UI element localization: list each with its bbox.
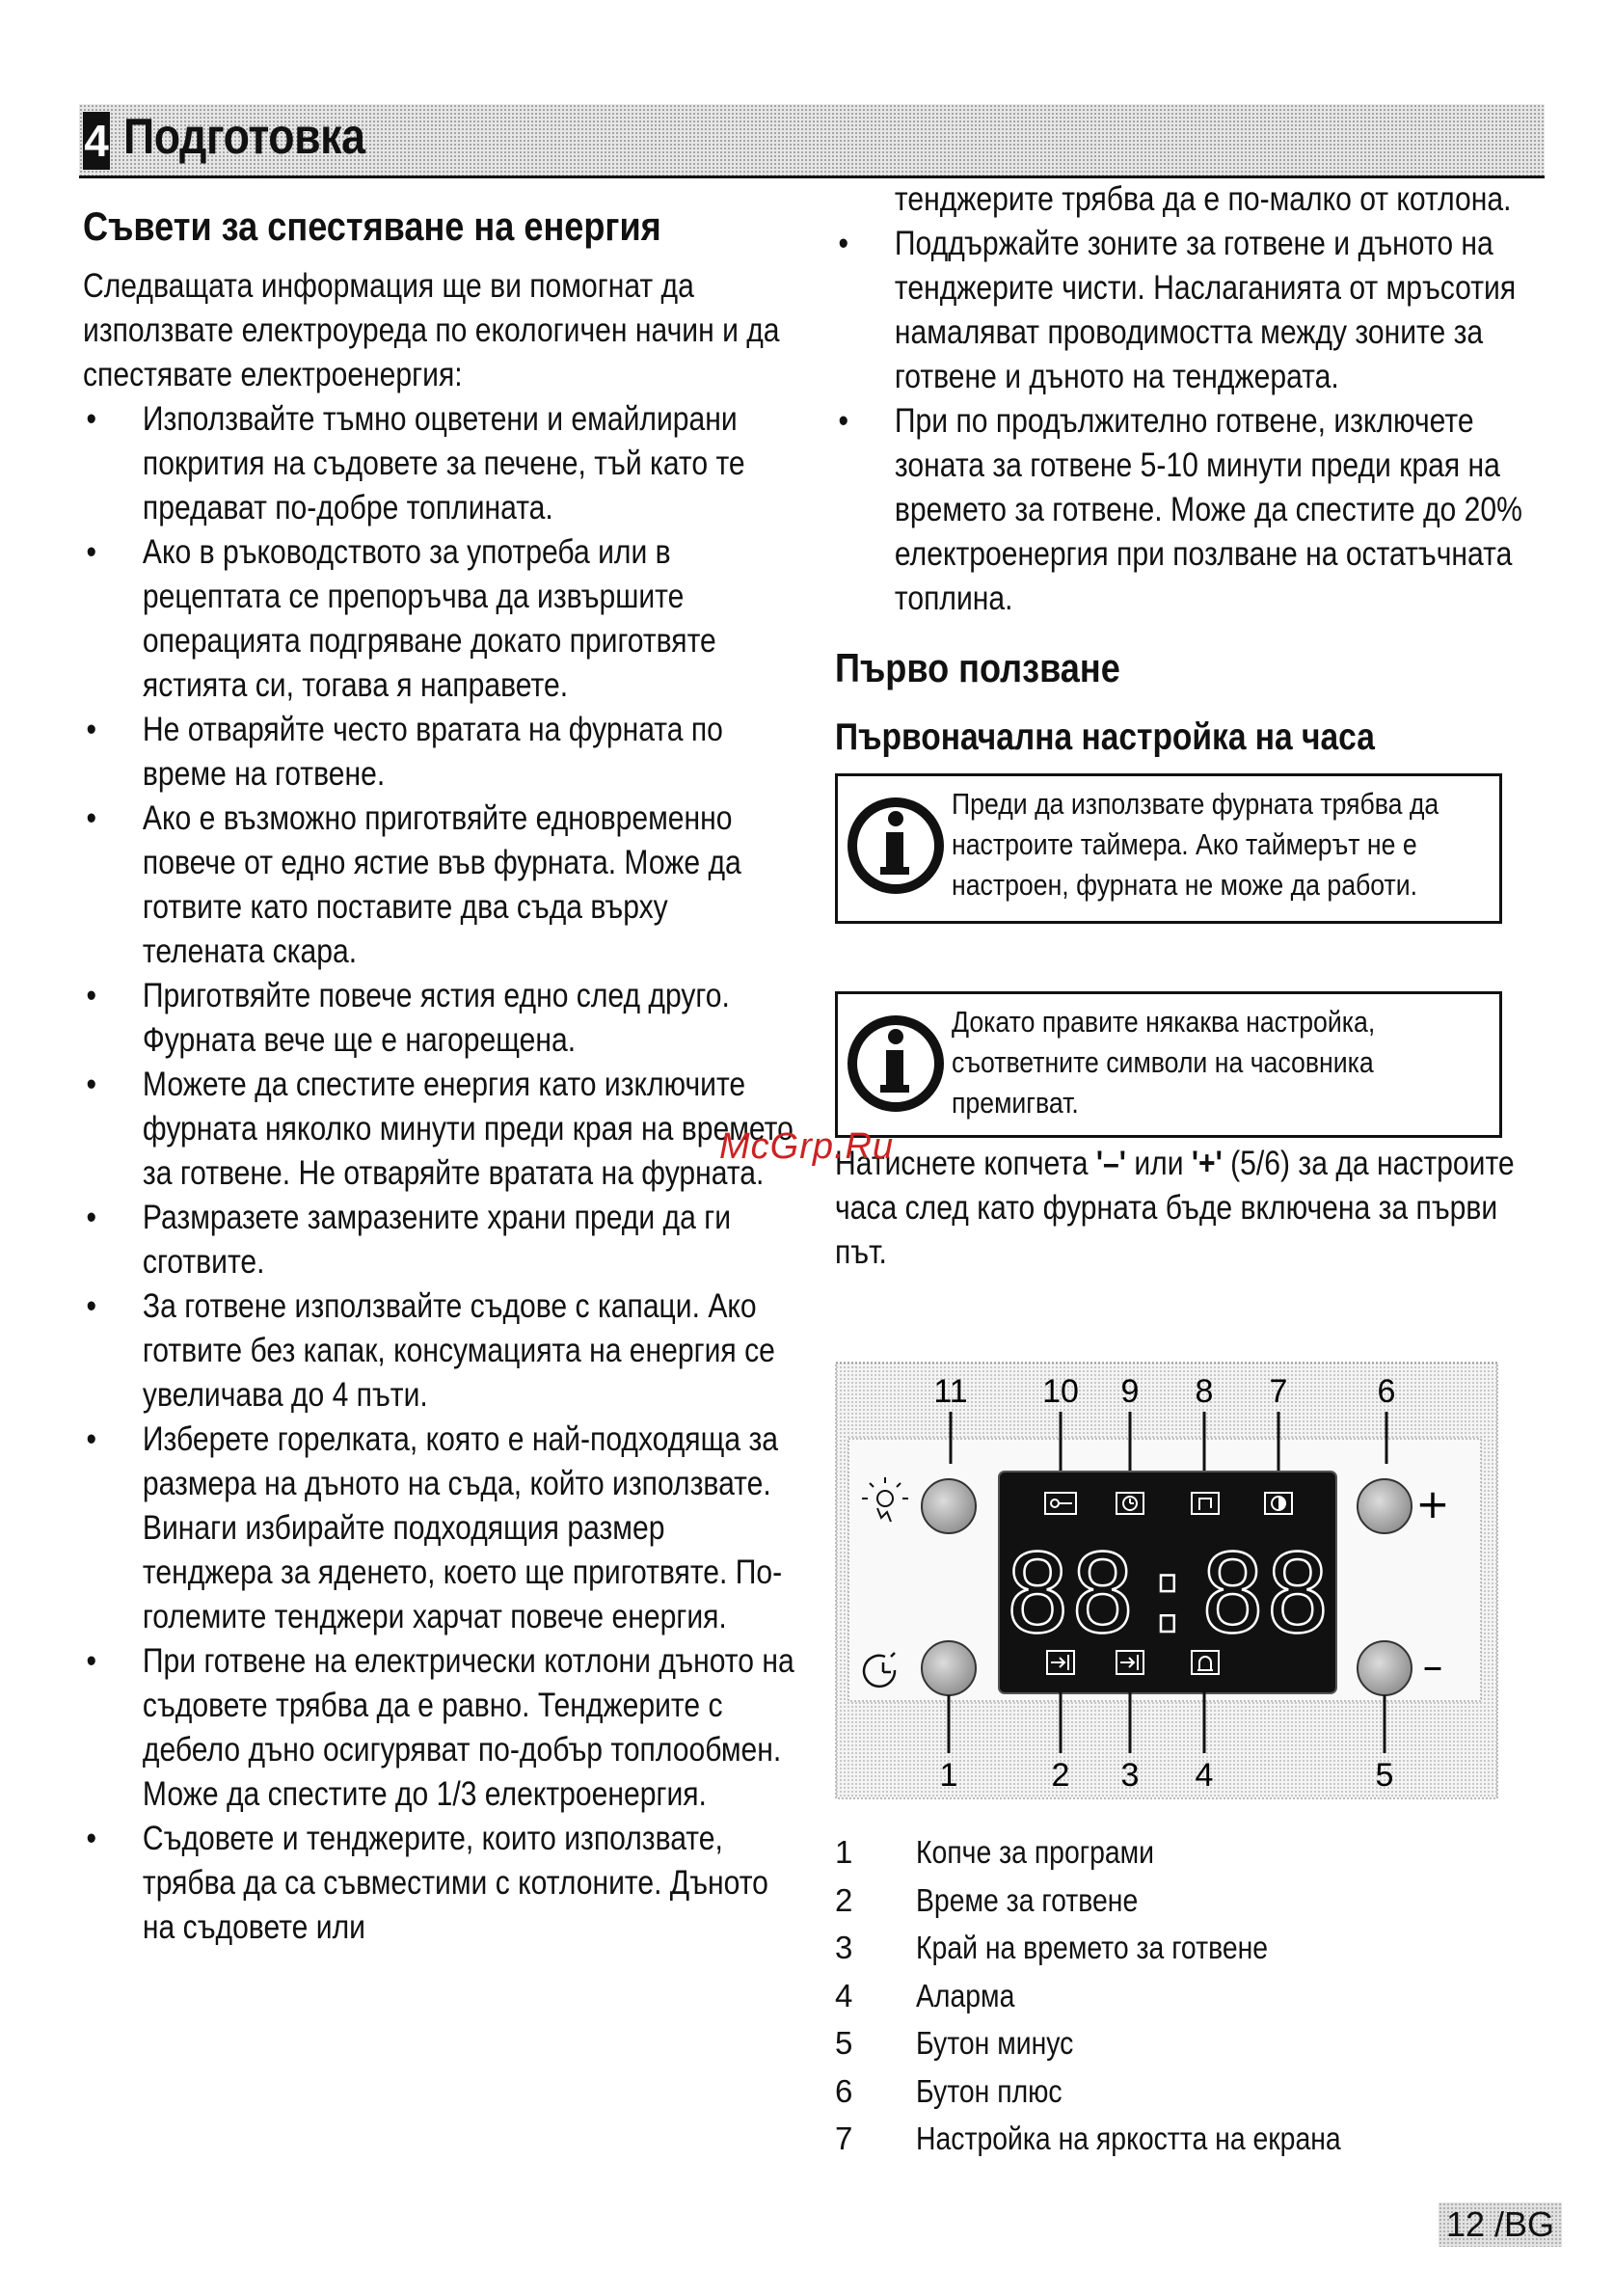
list-item: • Не отваряйте често вратата на фурната по време на готвене. [83, 708, 794, 797]
clock-setting-subheading: Първоначална настройка на часа [835, 716, 1375, 758]
list-item: • При готвене на електрически котлони дъното на съдовете трябва да е равно. Тенджерите с дебело дъно осигуряват по-добър топлообмен. Може да спестите до 1/3 електроенергия. [83, 1639, 794, 1817]
instruction-part: (5/6) за да настроите часа след като фурната бъде включена за първи път. [835, 1145, 1515, 1271]
instruction-part: Натиснете копчета [835, 1145, 1096, 1182]
legend-label: Бутон плюс [916, 2072, 1063, 2109]
info-note-timer [835, 773, 1502, 924]
list-item: • Ако е възможно приготвяйте едновременно повече от едно ястие във фурната. Може да готвите като поставите два съда върху телената скара. [83, 797, 794, 974]
info-text-timer: Преди да използвате фурната трябва да настроите таймера. Ако таймерът не е настроен, фурната не може да работи. [952, 787, 1439, 902]
watermark: McGrp.Ru [719, 1126, 895, 1167]
legend-row [835, 2067, 1529, 2116]
control-panel-diagram [835, 1362, 1498, 1799]
chapter-title: Подготовка [123, 109, 365, 165]
display-time-readout: 88:88 [1005, 1532, 1331, 1658]
legend-number: 6 [835, 2072, 853, 2109]
instruction-part: или [1125, 1145, 1192, 1182]
list-item: • Изберете горелката, която е най-подходяща за размера на дъното на съда, който използвате. Винаги избирайте подходящия размер тенджера за яденето, което ще приготвяте. По-големите тенджери харчат повече енергия. [83, 1418, 794, 1639]
callout-label-10: 10 [1042, 1373, 1079, 1410]
energy-bullet-list-continued [835, 222, 1527, 621]
info-icon [842, 1000, 950, 1125]
legend-number: 7 [835, 2120, 853, 2156]
legend-number: 3 [835, 1930, 853, 1965]
info-icon [842, 782, 950, 907]
legend-number: 5 [835, 2025, 853, 2061]
first-use-heading: Първо ползване [835, 645, 1120, 690]
legend-row [835, 1877, 1529, 1925]
callout-label-11: 11 [933, 1373, 968, 1410]
energy-intro: Следващата информация ще ви помогнат да използвате електроуреда по екологичен начин и да спестявате електроенергия: [83, 267, 780, 393]
list-item: • Ако в ръководството за употреба или в рецептата се препоръчва да извършите операцията подгряване докато приготвяте ястията си, тогава я направете. [83, 530, 794, 708]
callout-label-7: 7 [1269, 1373, 1288, 1410]
plus-key-label: '+' [1191, 1145, 1223, 1182]
right-column [835, 177, 1529, 1275]
callout-label-1: 1 [939, 1757, 958, 1794]
page-number: 12 /BG [1439, 2202, 1562, 2247]
energy-body-continued [835, 177, 1527, 621]
list-item: • Приготвяйте повече ястия едно след друго. Фурната вече ще е нагорещена. [83, 974, 794, 1063]
list-item: • Поддържайте зоните за готвене и дъното на тенджерите чисти. Наслаганията от мръсотия намаляват проводимостта между зоните за готвене и дъното на тенджерата. [835, 222, 1527, 399]
callout-label-6: 6 [1377, 1373, 1396, 1410]
list-item: • Можете да спестите енергия като изключите фурната няколко минути преди края на времето за готвене. Не отваряйте вратата на фурната. [83, 1063, 794, 1196]
instruction-text [835, 1142, 1527, 1275]
minus-icon: – [1422, 1642, 1443, 1689]
list-item: • Използвайте тъмно оцветени и емайлирани покрития на съдовете за печене, тъй като те предават по-добре топлината. [83, 397, 794, 530]
energy-bullet-list [83, 397, 794, 1950]
program-knob[interactable] [922, 1641, 976, 1695]
legend-label: Копче за програми [916, 1834, 1155, 1870]
legend-row [835, 1972, 1529, 2020]
callout-label-5: 5 [1375, 1757, 1394, 1794]
legend-number: 4 [835, 1977, 853, 2013]
energy-body [83, 264, 794, 1950]
minus-button[interactable] [1358, 1641, 1412, 1695]
list-item: • При по продължително готвене, изключете зоната за готвене 5-10 минути преди края на времето за готвене. Може да спестите до 20% електроенергия при позлване на остатъчната топлина. [835, 399, 1527, 621]
legend-row [835, 2115, 1529, 2163]
bullet-continuation: тенджерите трябва да е по-малко от котлона. [894, 180, 1512, 218]
energy-heading: Съвети за спестяване на енергия [83, 203, 661, 249]
legend-label: Бутон минус [916, 2025, 1074, 2061]
callout-label-2: 2 [1051, 1757, 1070, 1794]
minus-key-label: '–' [1095, 1145, 1126, 1182]
legend-label: Време за готвене [916, 1881, 1139, 1918]
list-item: • Размразете замразените храни преди да ги сготвите. [83, 1196, 794, 1284]
legend-number: 2 [835, 1881, 853, 1918]
info-note-blink [835, 991, 1502, 1138]
legend-row [835, 2019, 1529, 2067]
program-knob-top[interactable] [922, 1479, 976, 1533]
chapter-number: 4 [83, 112, 110, 170]
plus-icon: + [1415, 1480, 1450, 1527]
legend-label: Настройка на яркостта на екрана [916, 2120, 1341, 2156]
plus-button[interactable] [1358, 1479, 1412, 1533]
legend-number: 1 [835, 1834, 853, 1870]
legend-row [835, 1924, 1529, 1972]
callout-label-4: 4 [1195, 1757, 1214, 1794]
callout-label-9: 9 [1120, 1373, 1140, 1410]
legend-label: Край на времето за готвене [916, 1930, 1269, 1965]
legend-row [835, 1828, 1529, 1877]
info-text-blink: Докато правите някаква настройка, съответните символи на часовника премигват. [952, 1005, 1376, 1120]
list-item: • Съдовете и тенджерите, които използвате, трябва да са съвместими с котлоните. Дъното на съдовете или [83, 1817, 794, 1950]
callout-label-3: 3 [1120, 1757, 1140, 1794]
diagram-legend [835, 1828, 1529, 2163]
left-column [83, 201, 796, 1950]
list-item: • За готвене използвайте съдове с капаци. Ако готвите без капак, консумацията на енергия се увеличава до 4 пъти. [83, 1284, 794, 1418]
callout-label-8: 8 [1195, 1373, 1214, 1410]
legend-label: Аларма [916, 1977, 1015, 2013]
